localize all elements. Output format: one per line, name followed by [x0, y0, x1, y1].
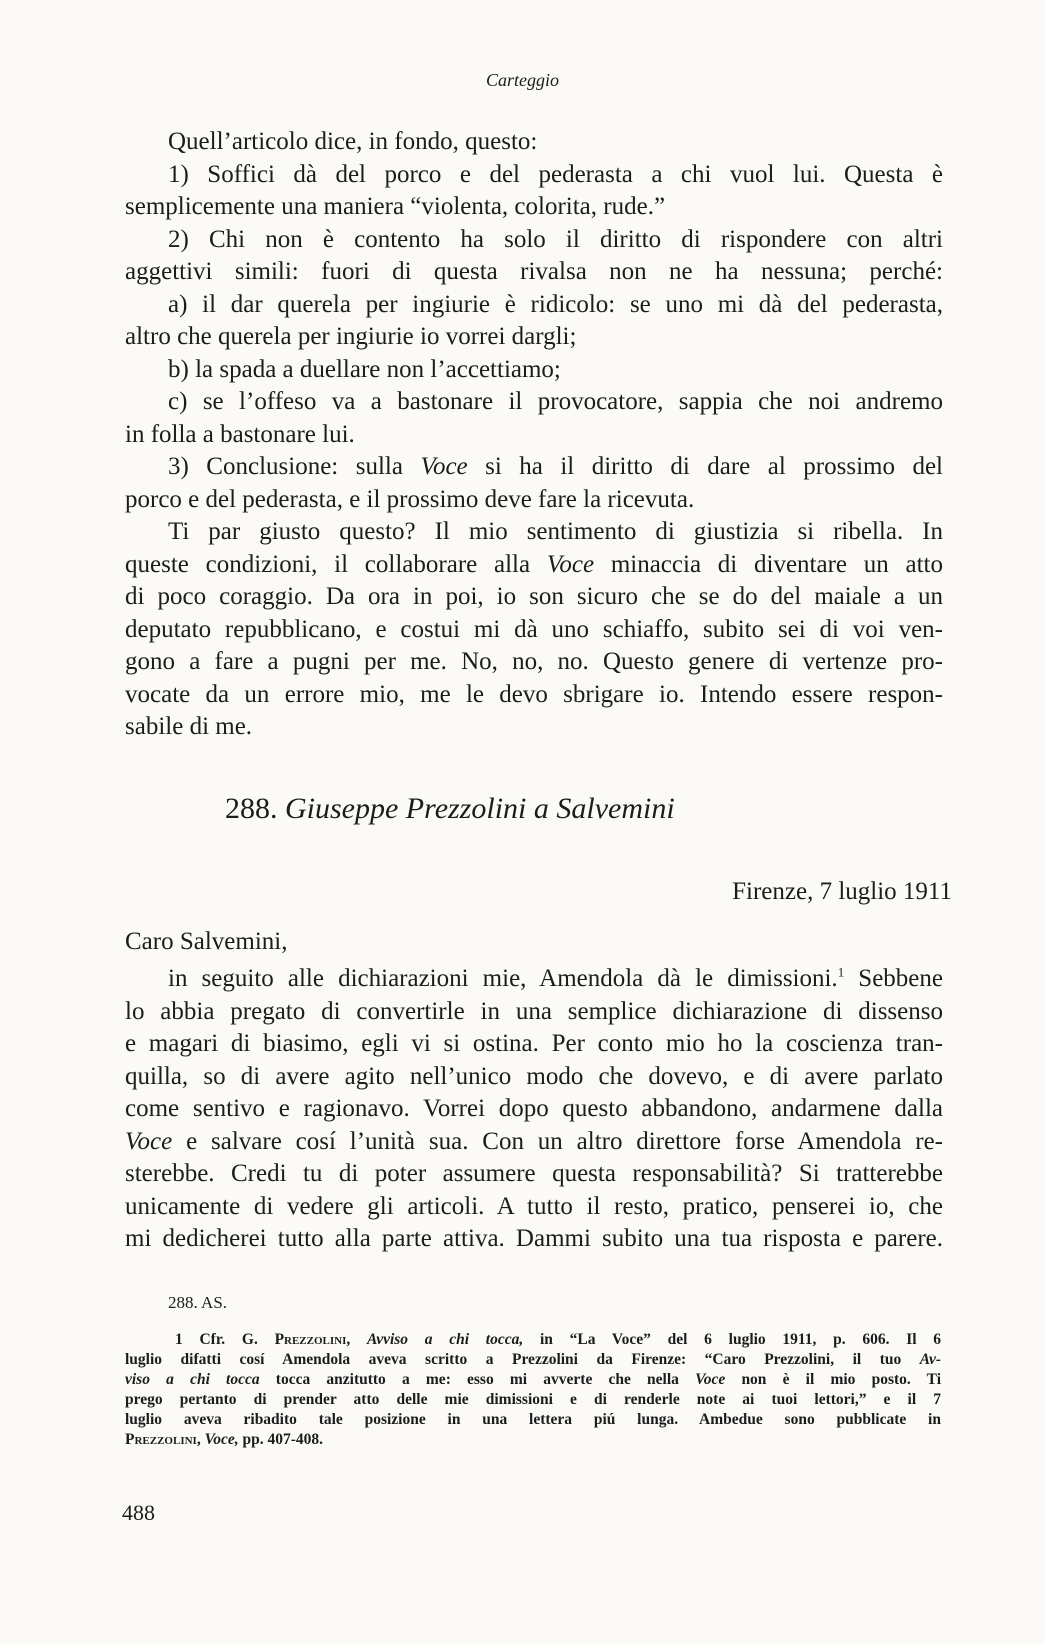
footnote-marker: 1	[175, 1331, 183, 1348]
text-line: b) la spada a duellare non l’accettiamo;	[168, 355, 561, 383]
letter-heading	[225, 792, 675, 826]
text-line: sabile di me.	[125, 713, 253, 740]
author-name: Prezzolini,	[125, 1431, 201, 1448]
text-line: 2) Chi non è contento ha solo il diritto di rispondere con altri	[168, 225, 943, 253]
footnote-marker: 1	[837, 964, 845, 980]
text-line	[125, 451, 943, 484]
text-span: Sebbene	[858, 965, 943, 992]
text-line: vocate da un errore mio, me le devo sbrigare io. Intendo essere respon-	[125, 680, 943, 708]
text-span: tocca anzitutto a me: esso mi avverte che nella	[275, 1371, 679, 1388]
journal-title: Voce	[546, 550, 595, 578]
text-span: minaccia di diventare un atto	[610, 550, 943, 578]
journal-title: Voce	[695, 1371, 726, 1388]
text-line: lo abbia pregato di convertirle in una semplice dichiarazione di dissenso	[125, 997, 943, 1025]
page-number: 488	[122, 1500, 155, 1525]
author-name: Prezzolini,	[274, 1331, 351, 1348]
journal-title: Voce	[420, 453, 468, 480]
text-line	[125, 1126, 943, 1159]
text-line: semplicemente una maniera “violenta, colorita, rude.”	[125, 193, 666, 220]
text-line: mi dedicherei tutto alla parte attiva. Dammi subito una tua risposta e parere.	[125, 1225, 943, 1252]
source-note: 288. AS.	[168, 1293, 228, 1312]
footnote-line	[125, 1430, 941, 1450]
text-line	[125, 963, 943, 996]
top-section	[125, 126, 943, 744]
journal-title: Voce	[125, 1127, 173, 1155]
footnote	[125, 1330, 941, 1450]
letter-number: 288.	[225, 792, 278, 825]
article-title: viso a chi tocca	[125, 1371, 260, 1388]
footnote-line	[125, 1350, 941, 1370]
text-span: in seguito alle dichiarazioni mie, Amendola dà le dimissioni.	[168, 965, 838, 992]
text-line: gono a fare a pugni per me. No, no, no. Questo genere di vertenze pro-	[125, 648, 943, 675]
text-line: di poco coraggio. Da ora in poi, io son sicuro che se do del maiale a un	[125, 583, 943, 610]
text-line: c) se l’offeso va a bastonare il provocatore, sappia che noi andremo	[168, 388, 943, 415]
text-line: porco e del pederasta, e il prossimo deve fare la ricevuta.	[125, 485, 695, 513]
text-line	[125, 549, 943, 582]
text-span: e salvare cosí l’unità sua. Con un altro direttore forse Amendola re-	[186, 1127, 944, 1155]
footnote-line: luglio aveva ribadito tale posizione in una lettera piú lunga. Ambedue sono pubblicate in	[125, 1411, 941, 1428]
text-line: deputato repubblicano, e costui mi dà uno schiaffo, subito sei di voi ven-	[125, 615, 943, 643]
article-title: Avviso a chi tocca,	[367, 1331, 524, 1348]
text-line: Ti par giusto questo? Il mio sentimento di giustizia si ribella. In	[168, 518, 943, 545]
text-span: 3) Conclusione: sulla	[168, 453, 403, 480]
text-line: e magari di biasimo, egli vi si ostina. Per conto mio ho la coscienza tran-	[125, 1030, 943, 1057]
text-line: aggettivi simili: fuori di questa rivalsa non ne ha nessuna; perché:	[125, 258, 943, 285]
place-date: Firenze, 7 luglio 1911	[732, 878, 952, 905]
salutation: Caro Salvemini,	[125, 928, 288, 955]
text-line: come sentivo e ragionavo. Vorrei dopo questo abbandono, andarmene dalla	[125, 1095, 943, 1122]
journal-title: Voce,	[204, 1431, 239, 1448]
running-head: Carteggio	[485, 70, 559, 90]
text-span: pp. 407-408.	[242, 1431, 323, 1448]
letter-body	[125, 963, 943, 1256]
footnote-line: prego pertanto di prender atto delle mie dimissioni e di renderle note ai tuoi lettori,” e il 7	[125, 1391, 941, 1408]
text-span: luglio difatti cosí Amendola aveva scritto a Prezzolini da Firenze: “Caro Prezzolini, il tuo	[125, 1351, 902, 1368]
text-line: in folla a bastonare lui.	[125, 420, 355, 448]
letter-title: Giuseppe Prezzolini a Salvemini	[285, 792, 675, 825]
footnote-line	[125, 1330, 941, 1350]
article-title: Av-	[919, 1351, 941, 1368]
text-span: si ha il diritto di dare al prossimo del	[485, 453, 943, 480]
text-line: a) il dar querela per ingiurie è ridicolo: se uno mi dà del pederasta,	[168, 290, 943, 318]
text-span: queste condizioni, il collaborare alla	[125, 550, 531, 578]
text-line: sterebbe. Credi tu di poter assumere questa responsabilità? Si tratterebbe	[125, 1160, 943, 1187]
text-line: quilla, so di avere agito nell’unico modo che dovevo, e di avere parlato	[125, 1062, 943, 1090]
text-span: in “La Voce” del 6 luglio 1911, p. 606. Il 6	[539, 1331, 942, 1348]
text-line: altro che querela per ingiurie io vorrei dargli;	[125, 323, 577, 350]
text-line: 1) Soffici dà del porco e del pederasta a chi vuol lui. Questa è	[168, 160, 943, 188]
footnote-line	[125, 1370, 941, 1390]
text-span: non è il mio posto. Ti	[741, 1371, 942, 1388]
text-span: Cfr. G.	[199, 1331, 258, 1348]
text-line: unicamente di vedere gli articoli. A tutto il resto, pratico, penserei io, che	[125, 1192, 943, 1220]
text-line: Quell’articolo dice, in fondo, questo:	[168, 128, 538, 155]
